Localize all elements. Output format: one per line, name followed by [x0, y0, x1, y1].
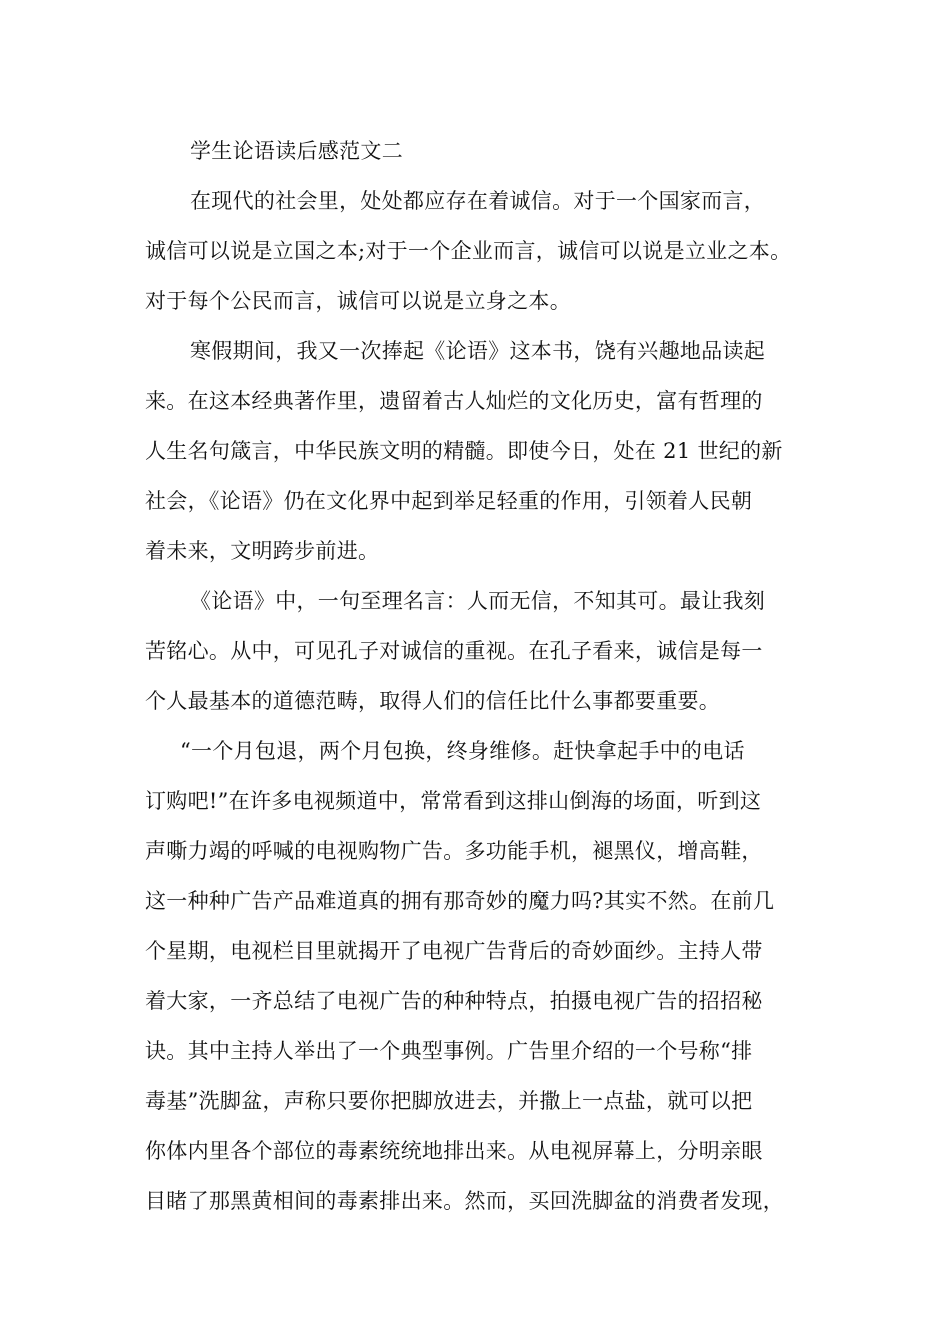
paragraph-line: 着大家，一齐总结了电视广告的种种特点，拍摄电视广告的招招秘 — [145, 989, 763, 1013]
paragraph-line: 声嘶力竭的呼喊的电视购物广告。多功能手机，褪黑仪，增高鞋， — [145, 839, 763, 863]
paragraph-line: 寒假期间，我又一次捧起《论语》这本书，饶有兴趣地品读起 — [190, 339, 766, 363]
paragraph-line: 在现代的社会里，处处都应存在着诚信。对于一个国家而言， — [190, 189, 766, 213]
paragraph-line: 毒基”洗脚盆，声称只要你把脚放进去，并撒上一点盐，就可以把 — [145, 1089, 753, 1113]
paragraph-line: 这一种种广告产品难道真的拥有那奇妙的魔力吗?其实不然。在前几 — [145, 889, 775, 913]
paragraph-line: 诀。其中主持人举出了一个典型事例。广告里介绍的一个号称“排 — [145, 1039, 753, 1063]
paragraph-line: 人生名句箴言，中华民族文明的精髓。即使今日，处在 21 世纪的新 — [145, 439, 783, 463]
paragraph-line: 个人最基本的道德范畴，取得人们的信任比什么事都要重要。 — [145, 689, 721, 713]
paragraph-line: 来。在这本经典著作里，遗留着古人灿烂的文化历史，富有哲理的 — [145, 389, 763, 413]
document-title: 学生论语读后感范文二 — [190, 139, 403, 163]
paragraph-line: 社会，《论语》仍在文化界中起到举足轻重的作用，引领着人民朝 — [145, 489, 753, 513]
paragraph-line: 订购吧!”在许多电视频道中，常常看到这排山倒海的场面，听到这 — [145, 789, 762, 813]
paragraph-line: 个星期，电视栏目里就揭开了电视广告背后的奇妙面纱。主持人带 — [145, 939, 763, 963]
paragraph-line: 对于每个公民而言，诚信可以说是立身之本。 — [145, 289, 571, 313]
paragraph-line: 着未来，文明跨步前进。 — [145, 539, 380, 563]
paragraph-line: 你体内里各个部位的毒素统统地排出来。从电视屏幕上，分明亲眼 — [145, 1139, 763, 1163]
paragraph-line: 《论语》中，一句至理名言：人而无信，不知其可。最让我刻 — [190, 589, 766, 613]
paragraph-line: 诚信可以说是立国之本;对于一个企业而言，诚信可以说是立业之本。 — [145, 239, 792, 263]
paragraph-line: “一个月包退，两个月包换，终身维修。赶快拿起手中的电话 — [180, 739, 745, 763]
paragraph-line: 苦铭心。从中，可见孔子对诚信的重视。在孔子看来，诚信是每一 — [145, 639, 763, 663]
paragraph-line: 目睹了那黑黄相间的毒素排出来。然而，买回洗脚盆的消费者发现， — [145, 1189, 784, 1213]
